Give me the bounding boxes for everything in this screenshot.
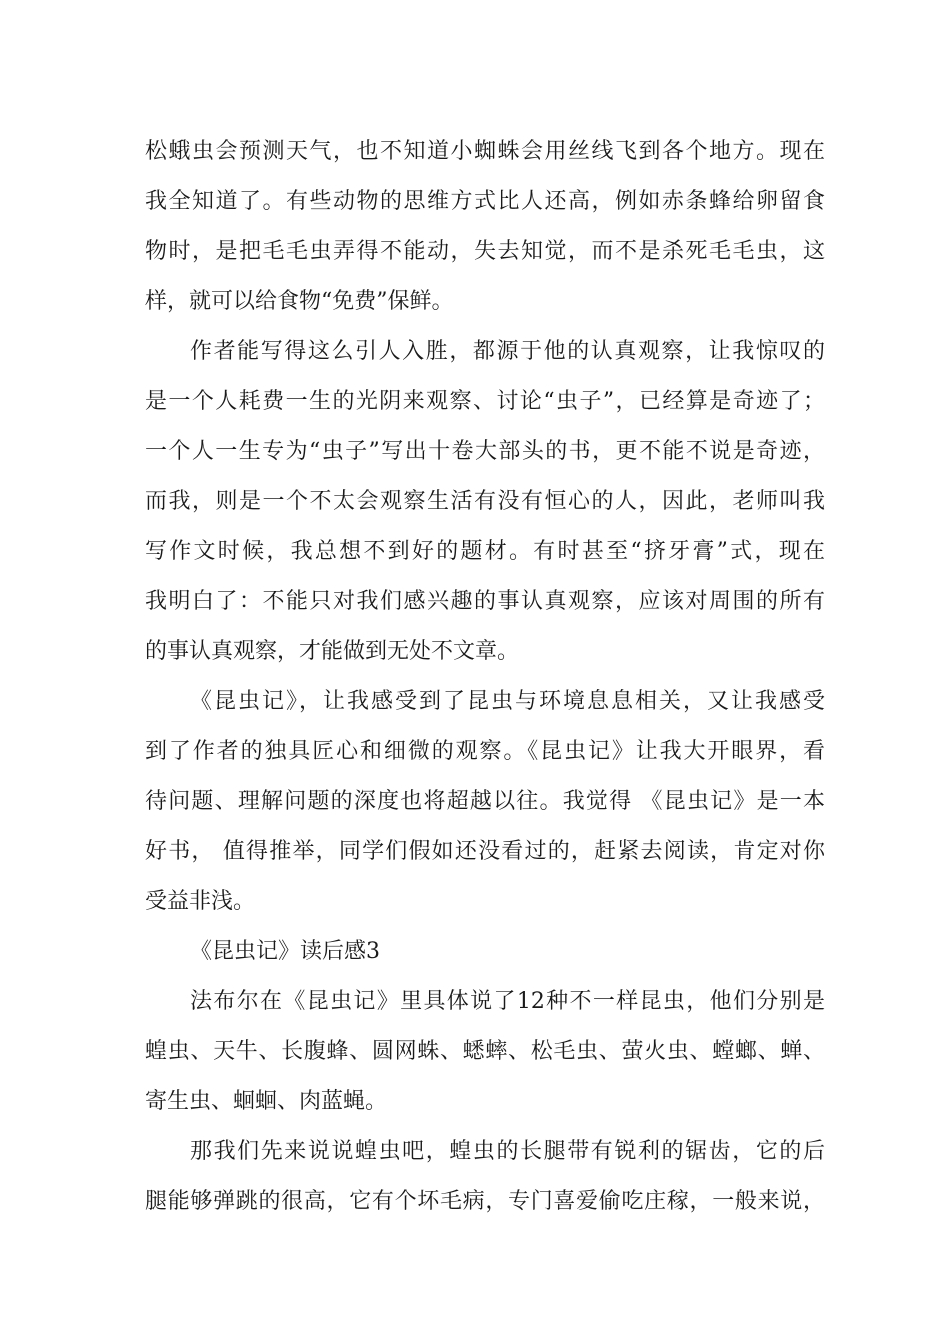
section-heading: 《昆虫记》读后感3 bbox=[190, 939, 380, 964]
text-line: 的事认真观察，才能做到无处不文章。 bbox=[145, 639, 520, 664]
text-line: 好书， 值得推举，同学们假如还没看过的，赶紧去阅读，肯定对你 bbox=[145, 839, 825, 864]
text-line: 而我，则是一个不太会观察生活有没有恒心的人，因此，老师叫我 bbox=[145, 489, 825, 514]
text-line: 待问题、理解问题的深度也将超越以往。我觉得 《昆虫记》是一本 bbox=[145, 789, 825, 814]
text-line: 松蛾虫会预测天气，也不知道小蜘蛛会用丝线飞到各个地方。现在 bbox=[145, 139, 825, 164]
text-line: 是一个人耗费一生的光阴来观察、讨论“虫子”，已经算是奇迹了； bbox=[145, 389, 825, 414]
paragraph-first-line: 法布尔在《昆虫记》里具体说了12种不一样昆虫，他们分别是 bbox=[190, 989, 825, 1014]
text-line: 样，就可以给食物“免费”保鲜。 bbox=[145, 289, 454, 314]
text-line: 我全知道了。有些动物的思维方式比人还高，例如赤条蜂给卵留食 bbox=[145, 189, 825, 214]
text-line: 蝗虫、天牛、长腹蜂、圆网蛛、蟋蟀、松毛虫、萤火虫、螳螂、蝉、 bbox=[145, 1039, 825, 1064]
text-line: 一个人一生专为“虫子”写出十卷大部头的书，更不能不说是奇迹， bbox=[145, 439, 825, 464]
text-line: 写作文时候，我总想不到好的题材。有时甚至“挤牙膏”式，现在 bbox=[145, 539, 825, 564]
text-line: 我明白了：不能只对我们感兴趣的事认真观察，应该对周围的所有 bbox=[145, 589, 825, 614]
paragraph-first-line: 作者能写得这么引人入胜，都源于他的认真观察，让我惊叹的 bbox=[190, 339, 825, 364]
text-line: 腿能够弹跳的很高，它有个坏毛病，专门喜爱偷吃庄稼，一般来说， bbox=[145, 1189, 825, 1214]
text-line: 受益非浅。 bbox=[145, 889, 256, 914]
text-line: 到了作者的独具匠心和细微的观察。《昆虫记》让我大开眼界，看 bbox=[145, 739, 825, 764]
text-line: 物时，是把毛毛虫弄得不能动，失去知觉，而不是杀死毛毛虫，这 bbox=[145, 239, 825, 264]
paragraph-first-line: 《昆虫记》，让我感受到了昆虫与环境息息相关，又让我感受 bbox=[190, 689, 825, 714]
paragraph-first-line: 那我们先来说说蝗虫吧，蝗虫的长腿带有锐利的锯齿，它的后 bbox=[190, 1139, 825, 1164]
text-line: 寄生虫、蛔蛔、肉蓝蝇。 bbox=[145, 1089, 388, 1114]
